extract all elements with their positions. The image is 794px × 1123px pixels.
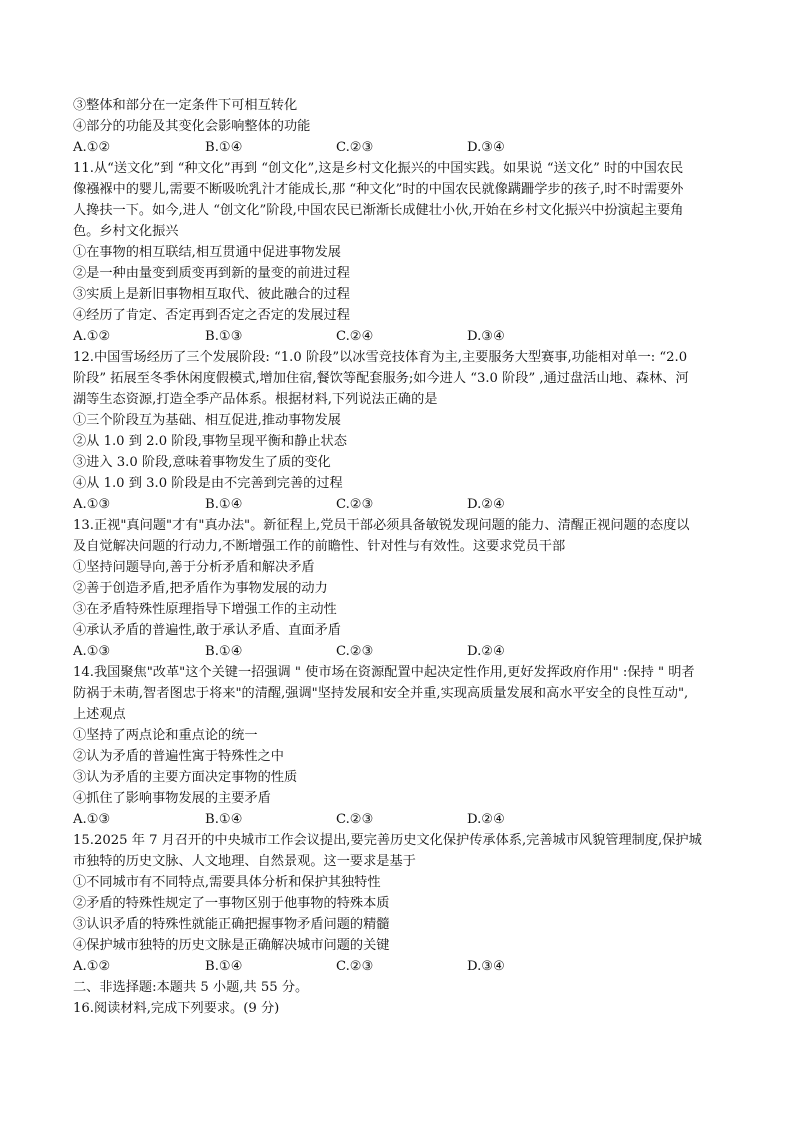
- q10-options: [73, 137, 733, 158]
- q11-option-d[interactable]: D.③④: [467, 329, 505, 344]
- q10-option-b[interactable]: B.①④: [205, 140, 243, 155]
- q12-statement-1: ①三个阶段互为基础、相互促进,推动事物发展: [73, 413, 341, 428]
- q13-option-b[interactable]: B.①④: [205, 644, 243, 659]
- q12-option-c[interactable]: C.②③: [336, 497, 374, 512]
- q14-stem-line-3: 上述观点: [73, 707, 126, 722]
- q12-option-a[interactable]: A.①③: [73, 497, 111, 512]
- q13-statement-4: ④承认矛盾的普遍性,敢于承认矛盾、直面矛盾: [73, 623, 341, 638]
- q15-stem-line-1: 15.2025 年 7 月召开的中央城市工作会议提出,要完善历史文化保护传承体系,完善城市风貌管理制度,保护城: [73, 833, 702, 848]
- q12-stem-line-2: 阶段” 拓展至冬季休闲度假模式,增加住宿,餐饮等配套服务;如今进人 “3.0 阶段” ,通过盘活山地、森林、河: [73, 371, 689, 386]
- q10-statement-4: ④部分的功能及其变化会影响整体的功能: [73, 119, 311, 134]
- q12-statement-4: ④从 1.0 到 3.0 阶段是由不完善到完善的过程: [73, 476, 343, 491]
- q11-stem-line-3: 人搀扶一下。如今,进人 “创文化”阶段,中国农民已渐渐长成健壮小伙,开始在乡村文化振兴中扮演起主要角: [73, 203, 684, 218]
- q11-option-a[interactable]: A.①②: [73, 329, 111, 344]
- q15-statement-1: ①不同城市有不同特点,需要具体分析和保护其独特性: [73, 875, 381, 890]
- q11-statement-1: ①在事物的相互联结,相互贯通中促进事物发展: [73, 245, 341, 260]
- q13-statement-1: ①坚持问题导向,善于分析矛盾和解决矛盾: [73, 560, 315, 575]
- q11-stem-line-2: 像襁褓中的婴儿,需要不断吸吮乳汁才能成长,那 “种文化”时的中国农民就像蹒跚学步的孩子,时不时需要外: [73, 182, 684, 197]
- q14-options: [73, 809, 733, 830]
- q14-option-d[interactable]: D.②④: [467, 812, 505, 827]
- q15-statement-2: ②矛盾的特殊性规定了一事物区别于他事物的特殊本质: [73, 896, 390, 911]
- q13-option-a[interactable]: A.①③: [73, 644, 111, 659]
- q10-option-c[interactable]: C.②③: [336, 140, 374, 155]
- q11-statement-4: ④经历了肯定、否定再到否定之否定的发展过程: [73, 308, 350, 323]
- q12-statement-2: ②从 1.0 到 2.0 阶段,事物呈现平衡和静止状态: [73, 434, 347, 449]
- q13-options: [73, 641, 733, 662]
- section-2-heading: 二、非选择题:本题共 5 小题,共 55 分。: [73, 980, 309, 995]
- q10-statement-3: ③整体和部分在一定条件下可相互转化: [73, 98, 298, 113]
- q11-stem-line-4: 色。乡村文化振兴: [73, 224, 179, 239]
- q13-option-c[interactable]: C.②③: [336, 644, 374, 659]
- q14-stem-line-1: 14.我国聚焦"改革"这个关键一招强调 " 使市场在资源配置中起决定性作用,更好发挥政府作用" :保持 " 明者: [73, 665, 695, 680]
- q15-statement-3: ③认识矛盾的特殊性就能正确把握事物矛盾问题的精髓: [73, 917, 390, 932]
- q13-stem-line-1: 13.正视"真问题"才有"真办法"。新征程上,党员干部必须具备敏锐发现问题的能力、清醒正视问题的态度以: [73, 518, 690, 533]
- q11-option-c[interactable]: C.②④: [336, 329, 374, 344]
- q11-statement-2: ②是一种由量变到质变再到新的量变的前进过程: [73, 266, 350, 281]
- q15-option-a[interactable]: A.①②: [73, 959, 111, 974]
- q10-option-a[interactable]: A.①②: [73, 140, 111, 155]
- q15-option-b[interactable]: B.①④: [205, 959, 243, 974]
- q14-stem-line-2: 防祸于未萌,智者图忠于将来"的清醒,强调"坚持发展和安全并重,实现高质量发展和高水平安全的良性互动",: [73, 686, 689, 701]
- q15-options: [73, 956, 733, 977]
- q13-statement-2: ②善于创造矛盾,把矛盾作为事物发展的动力: [73, 581, 328, 596]
- q16-stem: 16.阅读材料,完成下列要求。(9 分): [73, 1001, 280, 1016]
- q13-stem-line-2: 及自觉解决问题的行动力,不断增强工作的前瞻性、针对性与有效性。这要求党员干部: [73, 539, 566, 554]
- q14-option-a[interactable]: A.①③: [73, 812, 111, 827]
- q11-option-b[interactable]: B.①③: [205, 329, 243, 344]
- q15-stem-line-2: 市独特的历史文脉、人文地理、自然景观。这一要求是基于: [73, 854, 416, 869]
- q11-statement-3: ③实质上是新旧事物相互取代、彼此融合的过程: [73, 287, 350, 302]
- q14-statement-1: ①坚持了两点论和重点论的统一: [73, 728, 258, 743]
- q11-stem-line-1: 11.从“送文化”到 “种文化”再到 “创文化”,这是乡村文化振兴的中国实践。如果说 “送文化” 时的中国农民: [73, 161, 684, 176]
- q12-stem-line-1: 12.中国雪场经历了三个发展阶段: “1.0 阶段”以冰雪竞技体育为主,主要服务大型赛事,功能相对单一: “2.0: [73, 350, 688, 365]
- q11-options: [73, 326, 733, 347]
- q13-option-d[interactable]: D.②④: [467, 644, 505, 659]
- q15-statement-4: ④保护城市独特的历史文脉是正确解决城市问题的关键: [73, 938, 390, 953]
- q12-stem-line-3: 湖等生态资源,打造全季产品体系。根据材料,下列说法正确的是: [73, 392, 438, 407]
- q14-statement-4: ④抓住了影响事物发展的主要矛盾: [73, 791, 271, 806]
- q14-option-c[interactable]: C.②③: [336, 812, 374, 827]
- q14-option-b[interactable]: B.①④: [205, 812, 243, 827]
- q14-statement-3: ③认为矛盾的主要方面决定事物的性质: [73, 770, 298, 785]
- q15-option-c[interactable]: C.②③: [336, 959, 374, 974]
- q12-option-b[interactable]: B.①④: [205, 497, 243, 512]
- q15-option-d[interactable]: D.③④: [467, 959, 505, 974]
- q10-option-d[interactable]: D.③④: [467, 140, 505, 155]
- q12-options: [73, 494, 733, 515]
- q12-statement-3: ③进入 3.0 阶段,意味着事物发生了质的变化: [73, 455, 331, 470]
- q13-statement-3: ③在矛盾特殊性原理指导下增强工作的主动性: [73, 602, 337, 617]
- q14-statement-2: ②认为矛盾的普遍性寓于特殊性之中: [73, 749, 284, 764]
- q12-option-d[interactable]: D.②④: [467, 497, 505, 512]
